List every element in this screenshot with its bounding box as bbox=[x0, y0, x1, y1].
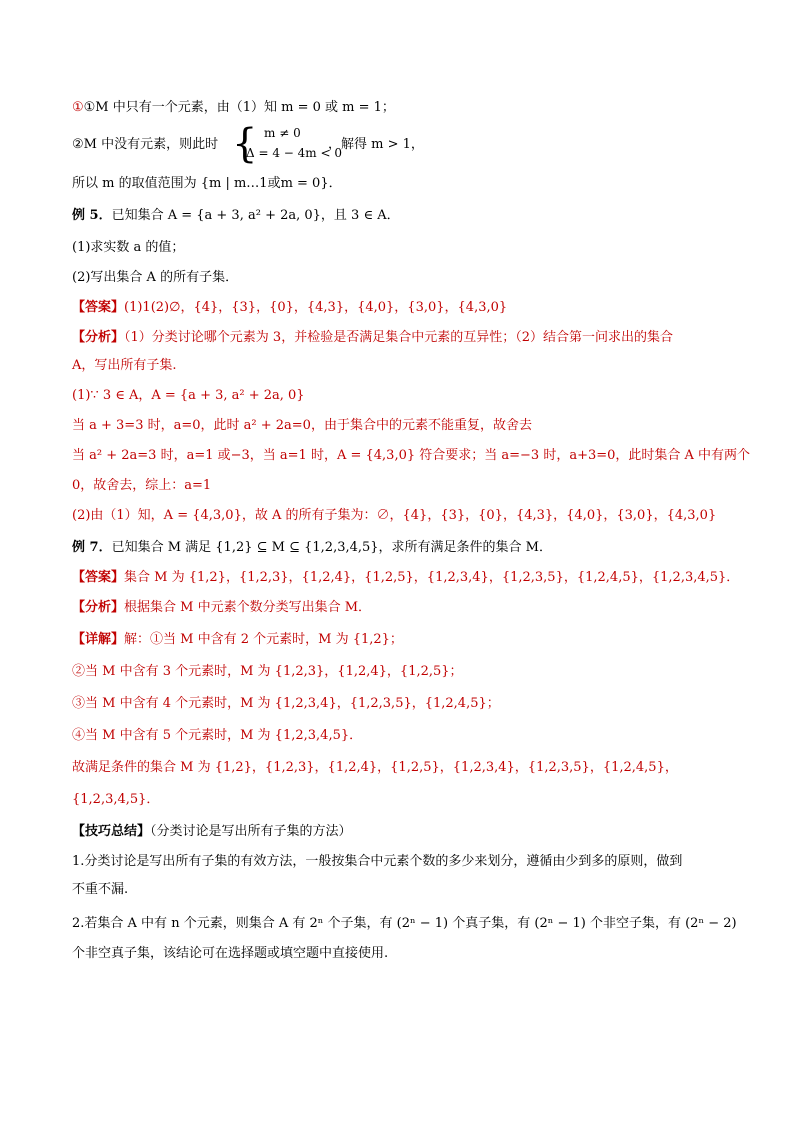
solution-5-step-2: 当 a + 3=3 时，a=0，此时 a² + 2a=0，由于集合中的元素不能重复，故舍去 bbox=[72, 418, 532, 433]
question-1: (1)求实数 a 的值； bbox=[72, 240, 185, 255]
case-2-line-b bbox=[328, 135, 424, 155]
tip-1-line-a: 1.分类讨论是写出所有子集的有效方法，一般按集合中元素个数的多少来划分，遵循由少到多的原则，做到 bbox=[72, 854, 683, 869]
system-line-1: m ≠ 0 bbox=[264, 126, 301, 140]
case-2-text: ②M 中没有元素，则此时 bbox=[72, 137, 219, 152]
left-brace: { bbox=[232, 121, 258, 167]
detail-1-text: 解：①当 M 中含有 2 个元素时，M 为 {1,2}； bbox=[124, 632, 403, 647]
answer-7 bbox=[72, 568, 739, 588]
answer-5 bbox=[72, 298, 507, 318]
answer-7-tag: 【答案】 bbox=[72, 570, 125, 585]
analysis-7-tag: 【分析】 bbox=[72, 600, 125, 615]
example-5 bbox=[72, 206, 400, 226]
answer-5-text: (1)1(2)∅，{4}，{3}，{0}，{4,3}，{4,0}，{3,0}，{4,3,0} bbox=[124, 300, 508, 315]
example-5-label: 例 5． bbox=[72, 208, 112, 223]
analysis-5-a bbox=[72, 328, 673, 348]
tips-tag: 【技巧总结】 bbox=[72, 824, 151, 839]
inequality-system bbox=[232, 121, 342, 167]
detail-3: ③当 M 中含有 4 个元素时，M 为 {1,2,3,4}，{1,2,3,5}，{1,2,4,5}； bbox=[72, 696, 500, 711]
tips-heading bbox=[72, 822, 352, 842]
analysis-5-b: A，写出所有子集. bbox=[72, 358, 177, 373]
detail-5: 故满足条件的集合 M 为 {1,2}，{1,2,3}，{1,2,4}，{1,2,5}，{1,2,3,4}，{1,2,3,5}，{1,2,4,5}， bbox=[72, 760, 678, 775]
analysis-7 bbox=[72, 598, 371, 618]
example-7-text: 已知集合 M 满足 {1,2} ⊆ M ⊆ {1,2,3,4,5}，求所有满足条件的集合 M． bbox=[111, 540, 552, 555]
case-1-text: ①M 中只有一个元素，由（1）知 m = 0 或 m = 1； bbox=[83, 100, 395, 115]
tip-2-line-b: 个非空真子集，该结论可在选择题或填空题中直接使用. bbox=[72, 946, 389, 961]
range-conclusion: 所以 m 的取值范围为 {m | m…1或m = 0}． bbox=[72, 176, 342, 191]
answer-tag: 【答案】 bbox=[72, 300, 125, 315]
analysis-tag: 【分析】 bbox=[72, 330, 125, 345]
tip-2-line-a: 2.若集合 A 中有 n 个元素，则集合 A 有 2ⁿ 个子集，有 (2ⁿ − 1) 个真子集，有 (2ⁿ − 1) 个非空子集，有 (2ⁿ − 2) bbox=[72, 916, 737, 931]
detail-tag: 【详解】 bbox=[72, 632, 125, 647]
example-7 bbox=[72, 538, 552, 558]
solution-5-step-4: 0，故舍去，综上：a=1 bbox=[72, 478, 212, 493]
tip-1-line-b: 不重不漏. bbox=[72, 882, 129, 897]
answer-7-text: 集合 M 为 {1,2}，{1,2,3}，{1,2,4}，{1,2,5}，{1,2,3,4}，{1,2,3,5}，{1,2,4,5}，{1,2,3,4,5}． bbox=[124, 570, 740, 585]
question-2: (2)写出集合 A 的所有子集． bbox=[72, 270, 239, 285]
solution-5-step-3: 当 a² + 2a=3 时，a=1 或−3，当 a=1 时，A = {4,3,0} 符合要求；当 a=−3 时，a+3=0，此时集合 A 中有两个 bbox=[72, 448, 751, 463]
detail-6: {1,2,3,4,5}． bbox=[72, 792, 160, 807]
case-1-line: ①①M 中只有一个元素，由（1）知 m = 0 或 m = 1； bbox=[72, 100, 395, 115]
system-line-2: Δ = 4 − 4m < 0 bbox=[246, 146, 342, 160]
analysis-5-text: （1）分类讨论哪个元素为 3，并检验是否满足集合中元素的互异性；（2）结合第一问求出的集合 bbox=[124, 330, 673, 345]
detail-2: ②当 M 中含有 3 个元素时，M 为 {1,2,3}，{1,2,4}，{1,2,5}； bbox=[72, 664, 463, 679]
case-2-result: ，解得 m > 1， bbox=[328, 137, 424, 152]
analysis-7-text: 根据集合 M 中元素个数分类写出集合 M． bbox=[124, 600, 372, 615]
detail-4: ④当 M 中含有 5 个元素时，M 为 {1,2,3,4,5}． bbox=[72, 728, 363, 743]
case-2-line-a bbox=[72, 135, 218, 155]
example-7-label: 例 7． bbox=[72, 540, 112, 555]
detail-1 bbox=[72, 630, 403, 650]
solution-5-step-1: (1)∵ 3 ∈ A，A = {a + 3, a² + 2a, 0} bbox=[72, 388, 305, 403]
tips-title: （分类讨论是写出所有子集的方法） bbox=[150, 824, 352, 839]
solution-5-step-5: (2)由（1）知，A = {4,3,0}，故 A 的所有子集为：∅，{4}，{3}，{0}，{4,3}，{4,0}，{3,0}，{4,3,0} bbox=[72, 508, 717, 523]
example-5-text: 已知集合 A = {a + 3, a² + 2a, 0}，且 3 ∈ A． bbox=[111, 208, 400, 223]
